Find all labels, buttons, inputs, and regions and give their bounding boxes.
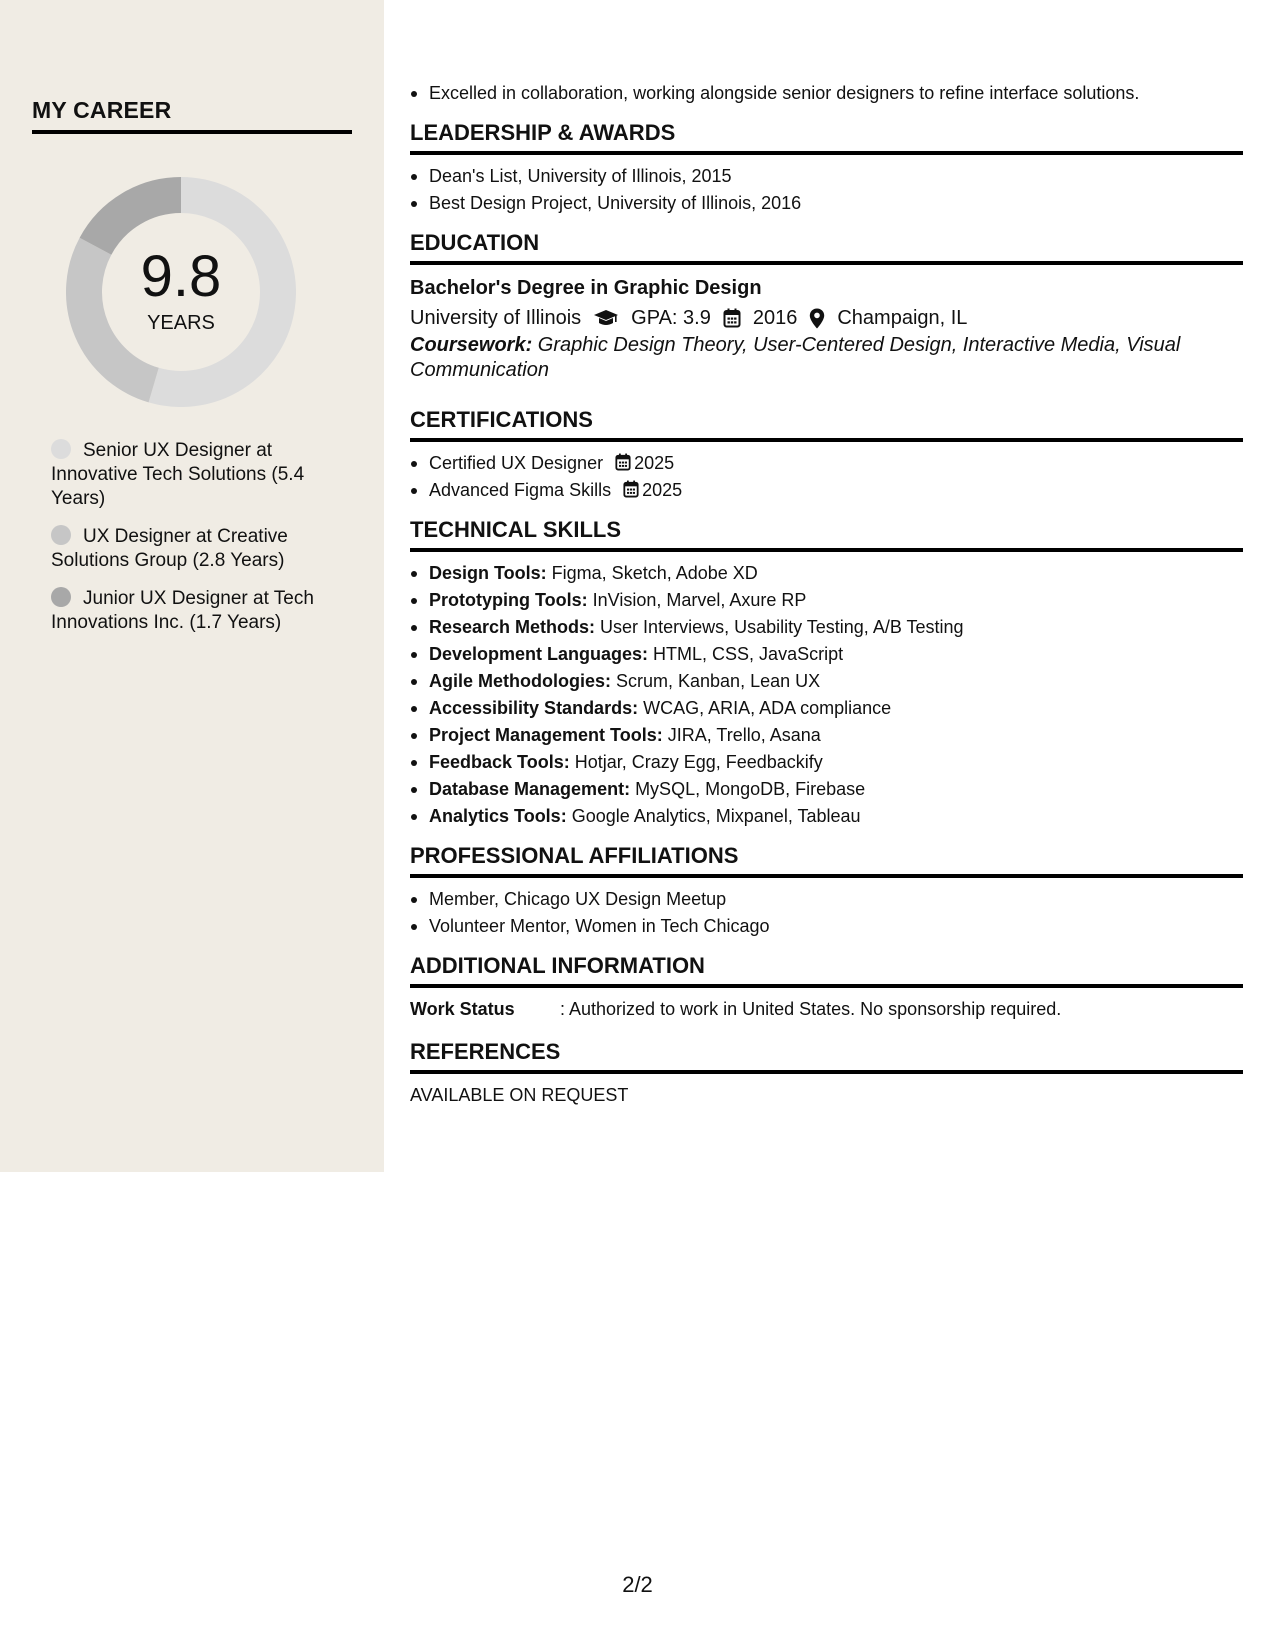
legend-dot xyxy=(51,439,71,459)
skill-label: Agile Methodologies: xyxy=(429,671,611,691)
additional-info-heading: ADDITIONAL INFORMATION xyxy=(410,953,1243,988)
skill-label: Design Tools: xyxy=(429,563,547,583)
degree-title: Bachelor's Degree in Graphic Design xyxy=(410,277,762,299)
legend-label: Senior UX Designer at Innovative Tech Solutions (5.4 Years) xyxy=(51,440,305,509)
map-pin-icon xyxy=(809,308,825,329)
references-text: AVAILABLE ON REQUEST xyxy=(410,1085,629,1105)
coursework-label: Coursework: xyxy=(410,334,533,356)
skill-label: Analytics Tools: xyxy=(429,806,567,826)
skill-value: JIRA, Trello, Asana xyxy=(662,725,821,745)
donut-segment xyxy=(95,195,181,246)
skill-label: Feedback Tools: xyxy=(429,752,570,772)
career-legend-item xyxy=(51,525,321,573)
career-legend-item xyxy=(51,587,321,635)
certifications-list xyxy=(410,450,1243,504)
affiliations-heading: PROFESSIONAL AFFILIATIONS xyxy=(410,843,1243,878)
skill-item xyxy=(410,641,1243,668)
skill-label: Research Methods: xyxy=(429,617,596,637)
legend-dot xyxy=(51,587,71,607)
certification-name: Certified UX Designer xyxy=(429,453,604,473)
skill-item xyxy=(410,587,1243,614)
graduation-year: 2016 xyxy=(752,307,798,329)
skill-item xyxy=(410,560,1243,587)
award-item: Best Design Project, University of Illinois, 2016 xyxy=(410,190,1243,217)
certification-item xyxy=(410,477,1243,504)
references-heading: REFERENCES xyxy=(410,1039,1243,1074)
career-legend xyxy=(51,439,321,649)
career-years-label: YEARS xyxy=(147,312,215,334)
work-status-value: : Authorized to work in United States. No sponsorship required. xyxy=(560,999,1062,1019)
affiliation-item: Member, Chicago UX Design Meetup xyxy=(410,886,1243,913)
skill-label: Accessibility Standards: xyxy=(429,698,639,718)
coursework xyxy=(410,333,1243,383)
education-details xyxy=(410,303,1243,333)
skill-value: User Interviews, Usability Testing, A/B Testing xyxy=(595,617,964,637)
skill-value: HTML, CSS, JavaScript xyxy=(648,644,844,664)
career-title: MY CAREER xyxy=(32,97,352,134)
affiliation-item: Volunteer Mentor, Women in Tech Chicago xyxy=(410,913,1243,940)
skill-value: WCAG, ARIA, ADA compliance xyxy=(638,698,892,718)
calendar-icon xyxy=(615,453,631,471)
skill-value: Figma, Sketch, Adobe XD xyxy=(546,563,758,583)
skill-label: Prototyping Tools: xyxy=(429,590,588,610)
certification-year: 2025 xyxy=(642,480,683,500)
school-location: Champaign, IL xyxy=(837,307,968,329)
skill-item xyxy=(410,695,1243,722)
awards-heading: LEADERSHIP & AWARDS xyxy=(410,120,1243,155)
calendar-icon xyxy=(723,308,741,328)
resume-main xyxy=(410,80,1243,1109)
coursework-list: Graphic Design Theory, User-Centered Design, Interactive Media, Visual Communication xyxy=(410,334,1181,381)
skill-item xyxy=(410,668,1243,695)
page-number: 2/2 xyxy=(622,1572,653,1597)
calendar-icon xyxy=(623,480,639,498)
awards-list xyxy=(410,163,1243,217)
skill-item xyxy=(410,614,1243,641)
skill-value: MySQL, MongoDB, Firebase xyxy=(630,779,866,799)
skill-value: Scrum, Kanban, Lean UX xyxy=(611,671,821,691)
skill-item xyxy=(410,749,1243,776)
career-years-value: 9.8 xyxy=(140,244,222,309)
certifications-heading: CERTIFICATIONS xyxy=(410,407,1243,442)
legend-dot xyxy=(51,525,71,545)
affiliations-list xyxy=(410,886,1243,940)
school-name: University of Illinois xyxy=(410,307,582,329)
skill-label: Project Management Tools: xyxy=(429,725,663,745)
legend-label: UX Designer at Creative Solutions Group (2.8 Years) xyxy=(51,526,288,571)
skill-value: Hotjar, Crazy Egg, Feedbackify xyxy=(569,752,823,772)
skills-heading: TECHNICAL SKILLS xyxy=(410,517,1243,552)
education-heading: EDUCATION xyxy=(410,230,1243,265)
work-status-row xyxy=(410,996,1243,1023)
legend-label: Junior UX Designer at Tech Innovations Inc. (1.7 Years) xyxy=(51,588,314,633)
skill-label: Development Languages: xyxy=(429,644,649,664)
graduation-cap-icon xyxy=(593,309,619,327)
career-sidebar xyxy=(0,0,384,1172)
experience-bullets xyxy=(410,80,1243,107)
skill-value: Google Analytics, Mixpanel, Tableau xyxy=(566,806,861,826)
career-legend-item xyxy=(51,439,321,511)
skill-value: InVision, Marvel, Axure RP xyxy=(587,590,807,610)
certification-item xyxy=(410,450,1243,477)
skill-label: Database Management: xyxy=(429,779,631,799)
experience-bullet: Excelled in collaboration, working alongside senior designers to refine interface solutions. xyxy=(410,80,1243,107)
gpa: GPA: 3.9 xyxy=(631,307,711,329)
award-item: Dean's List, University of Illinois, 2015 xyxy=(410,163,1243,190)
work-status-key: Work Status xyxy=(410,999,515,1019)
skill-item xyxy=(410,776,1243,803)
certification-name: Advanced Figma Skills xyxy=(429,480,612,500)
skill-item xyxy=(410,722,1243,749)
certification-year: 2025 xyxy=(634,453,675,473)
skills-list xyxy=(410,560,1243,830)
skill-item xyxy=(410,803,1243,830)
